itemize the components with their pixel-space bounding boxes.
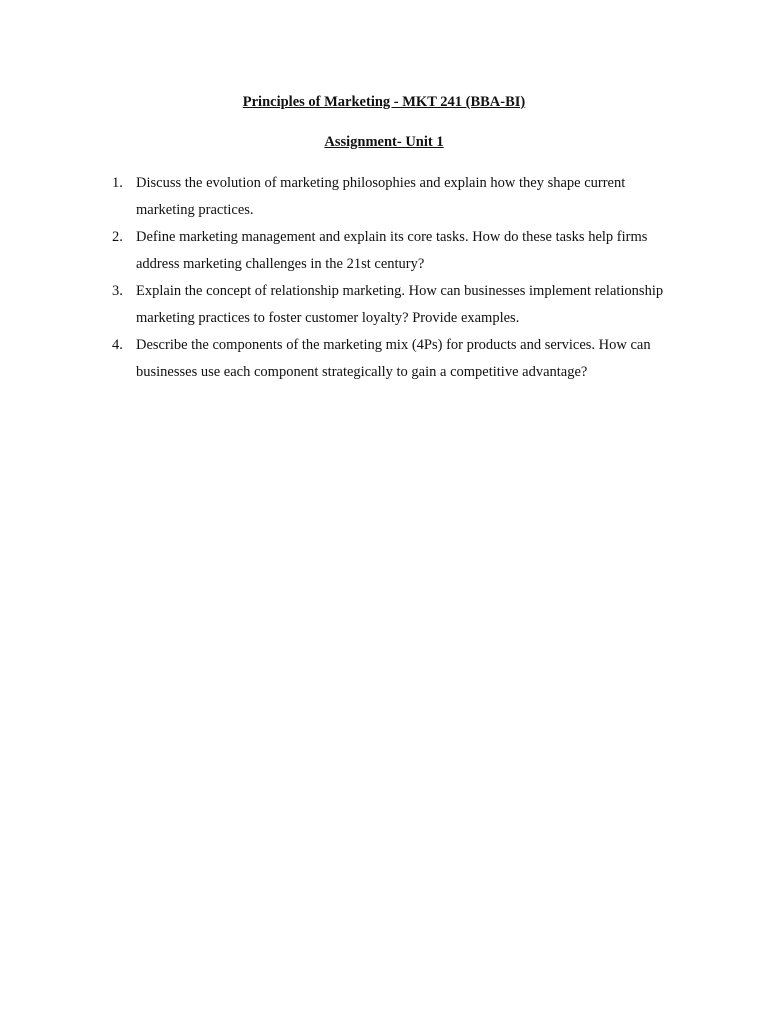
document-subtitle: Assignment- Unit 1 <box>324 134 444 150</box>
question-number: 2. <box>112 229 123 245</box>
question-text: Discuss the evolution of marketing philosophies and explain how they shape current marketing practices. <box>136 175 626 218</box>
question-number: 4. <box>112 337 123 353</box>
question-item-4 <box>112 332 672 386</box>
question-number: 3. <box>112 283 123 299</box>
question-item-1 <box>112 170 672 224</box>
question-text: Define marketing management and explain its core tasks. How do these tasks help firms address marketing challenges in the 21st century? <box>136 229 648 272</box>
question-number: 1. <box>112 175 123 191</box>
question-list <box>112 170 672 386</box>
document-title: Principles of Marketing - MKT 241 (BBA-BI) <box>242 94 526 110</box>
question-text: Describe the components of the marketing mix (4Ps) for products and services. How can businesses use each component strategically to gain a competitive advantage? <box>136 337 651 380</box>
question-item-3 <box>112 278 672 332</box>
question-item-2 <box>112 224 672 278</box>
question-text: Explain the concept of relationship marketing. How can businesses implement relationship marketing practices to foster customer loyalty? Provide examples. <box>136 283 664 326</box>
